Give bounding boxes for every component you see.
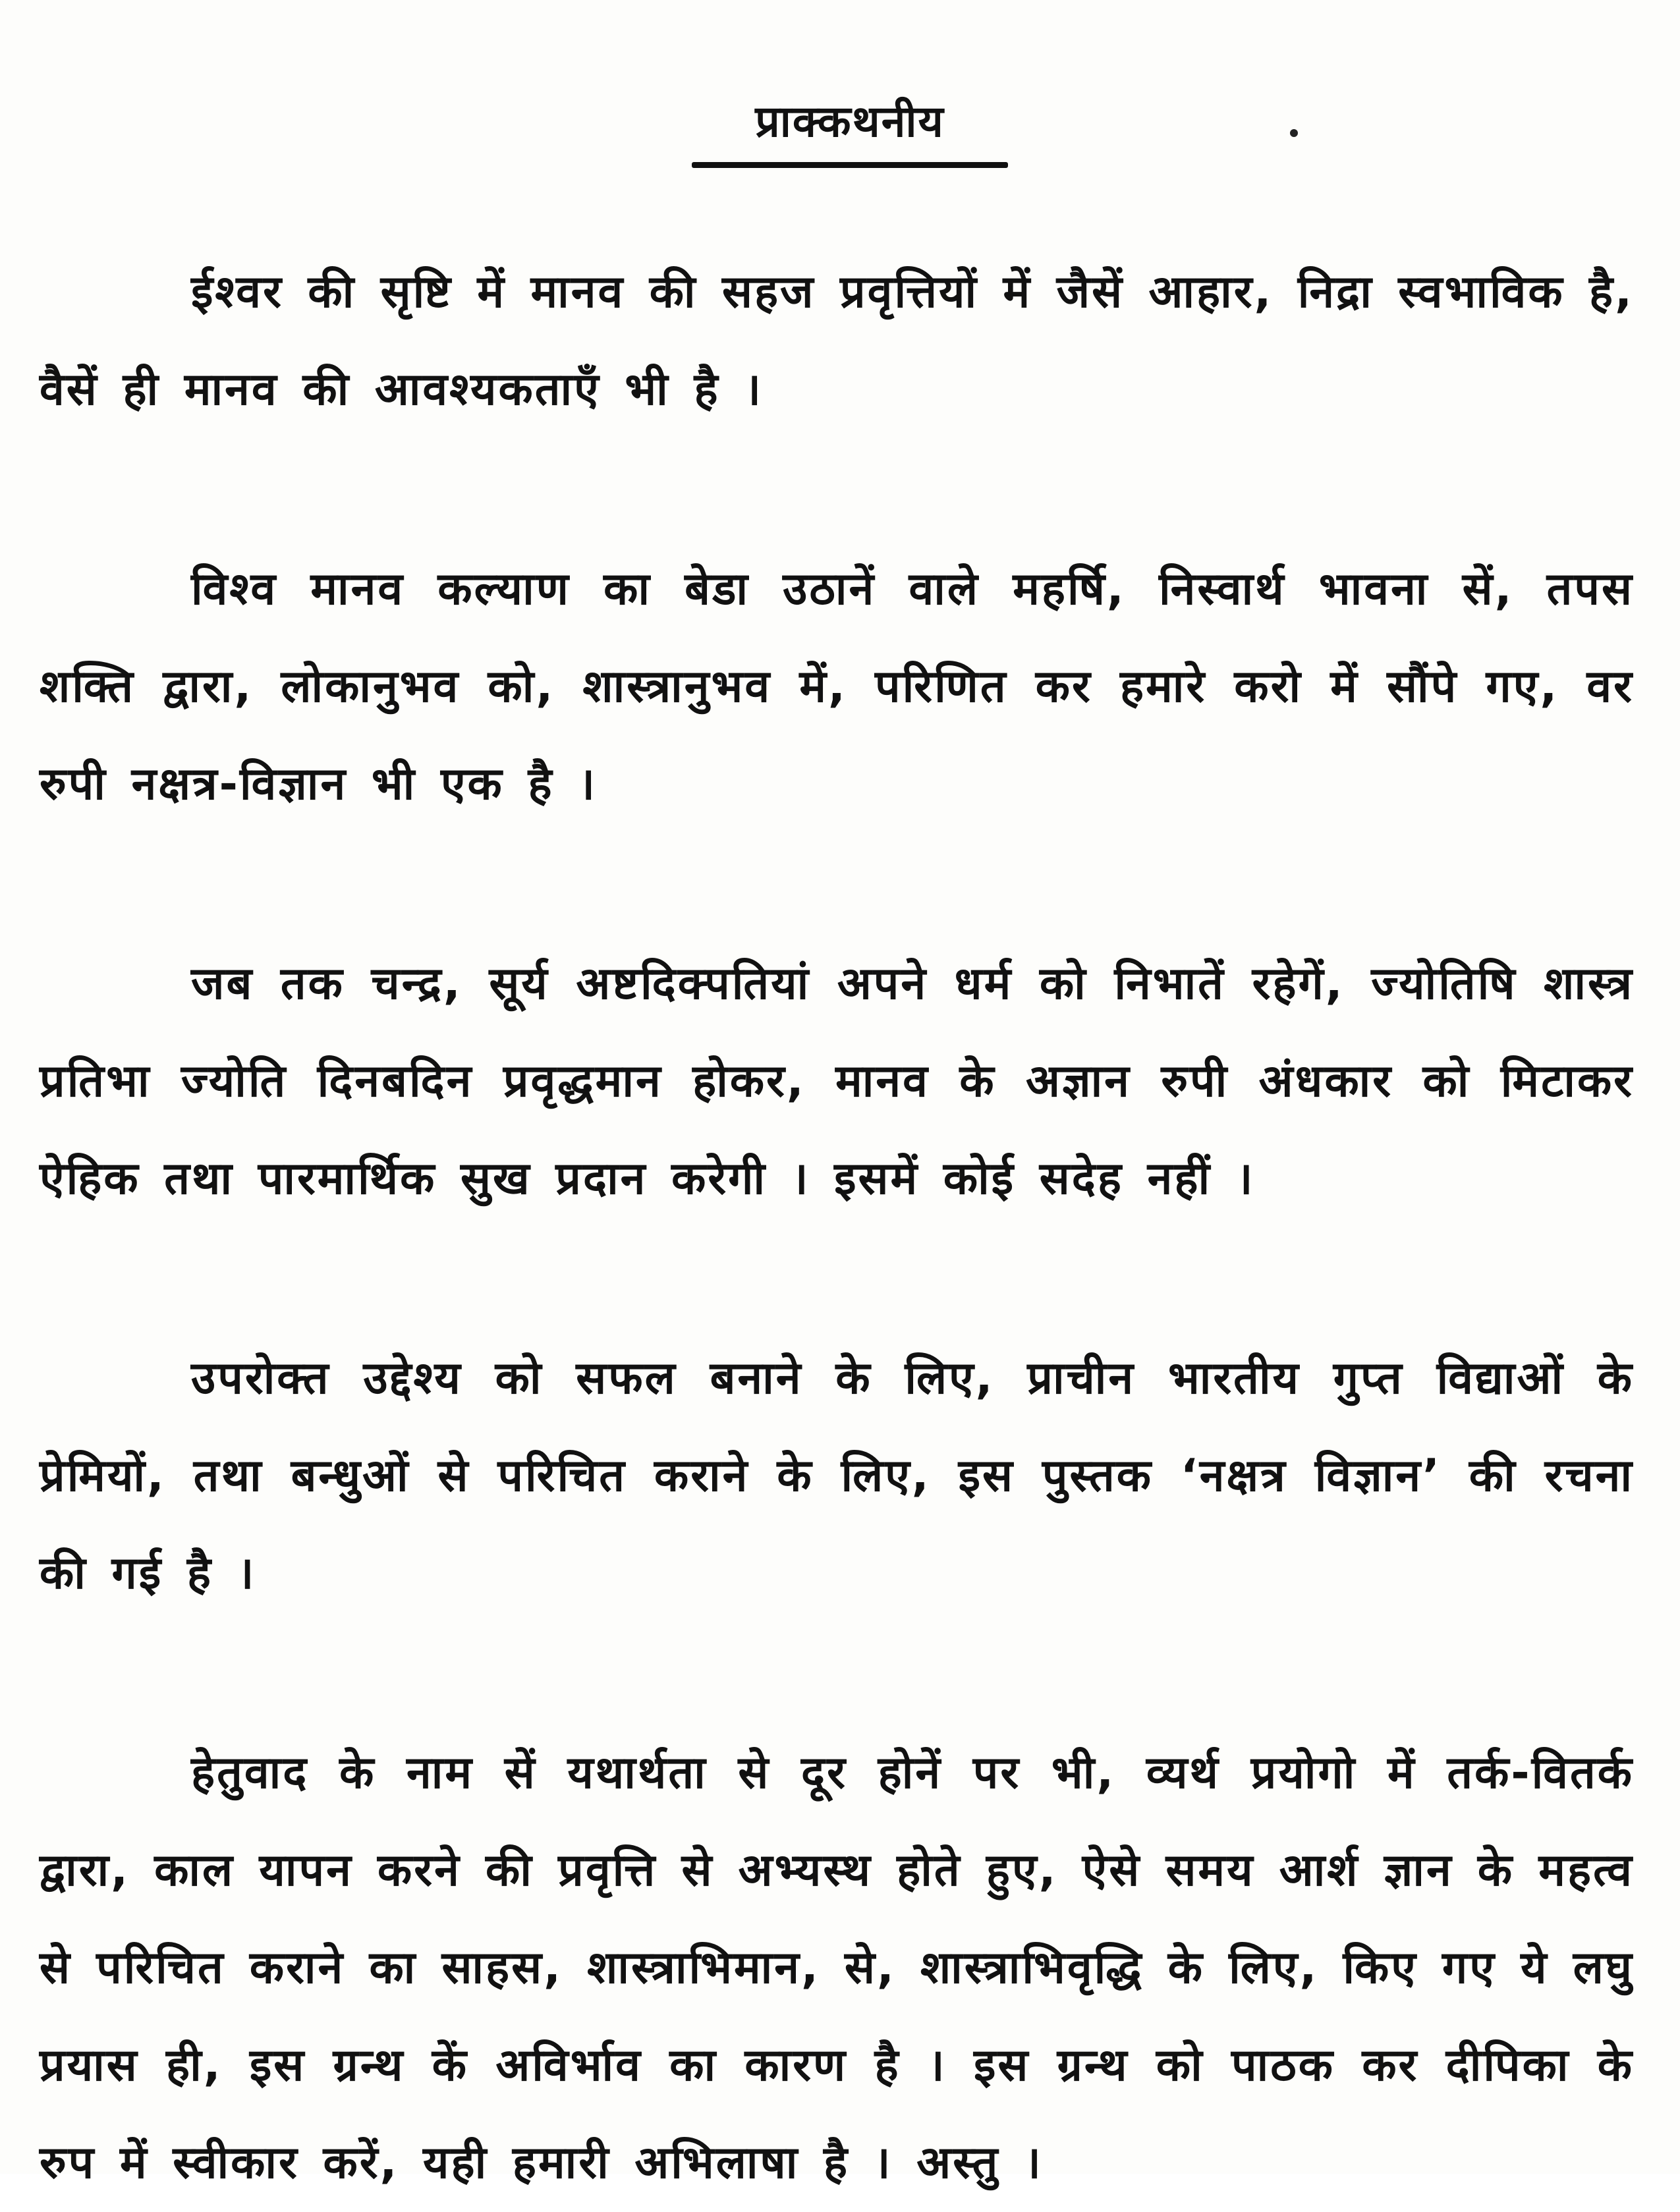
page-title: प्राक्कथनीय (755, 96, 945, 147)
print-speck (1290, 129, 1298, 137)
paragraph-2: विश्व मानव कल्याण का बेडा उठानें वाले महर्षि, निस्वार्थ भावना सें, तपस शक्ति द्वारा, लोकानुभव को, शास्त्रानुभव में, परिणित कर हमारे करो में सौंपे गए, वर रुपी नक्षत्र-विज्ञान भी एक है । (40, 563, 1634, 810)
paragraph-1: ईश्वर की सृष्टि में मानव की सहज प्रवृत्तियों में जैसें आहार, निद्रा स्वभाविक है, वैसें ही मानव की आवश्यकताएँ भी है । (40, 266, 1634, 416)
paragraph-3: जब तक चन्द्र, सूर्य अष्टदिक्पतियां अपने धर्म को निभातें रहेगें, ज्योतिषि शास्त्र प्रतिभा ज्योति दिनबदिन प्रवृद्धमान होकर, मानव के अज्ञान रुपी अंधकार को मिटाकर ऐहिक तथा पारमार्थिक सुख प्रदान करेगी । इसमें कोई सदेह नहीं । (40, 958, 1634, 1205)
body-text (40, 244, 1634, 2212)
paragraph-5: हेतुवाद के नाम सें यथार्थता से दूर होनें पर भी, व्यर्थ प्रयोगो में तर्क-वितर्क द्वारा, काल यापन करने की प्रवृत्ति से अभ्यस्थ होते हुए, ऐसे समय आर्श ज्ञान के महत्व से परिचित कराने का साहस, शास्त्राभिमान, से, शास्त्राभिवृद्धि के लिए, किए गए ये लघु प्रयास ही, इस ग्रन्थ कें अविर्भाव का कारण है । इस ग्रन्थ को पाठक कर दीपिका के रुप में स्वीकार करें, यही हमारी अभिलाषा है । अस्तु । (40, 1747, 1634, 2189)
paragraph-4: उपरोक्त उद्देश्य को सफल बनाने के लिए, प्राचीन भारतीय गुप्त विद्याओं के प्रेमियों, तथा बन्धुओं से परिचित कराने के लिए, इस पुस्तक ‘नक्षत्र विज्ञान’ की रचना की गई है । (40, 1352, 1634, 1599)
title-underline (692, 162, 1008, 168)
heading-block (692, 86, 1008, 158)
